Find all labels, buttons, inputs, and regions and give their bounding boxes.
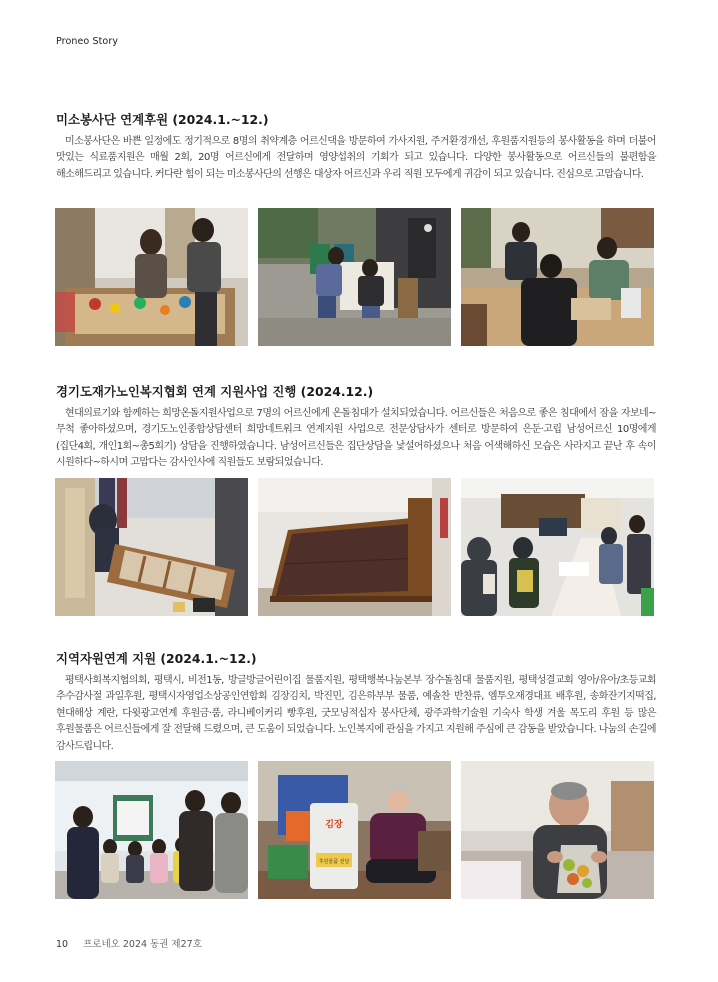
section-title: 경기도재가노인복지협회 연계 지원사업 진행 (2024.12.) (56, 384, 374, 399)
publication-info: 프로네오 2024 동권 제27호 (83, 939, 202, 950)
page-footer (56, 936, 202, 950)
photo-row-volunteer (55, 208, 655, 346)
photo-fruit-gift (461, 761, 654, 899)
section-body: 미소봉사단은 바쁜 일정에도 정기적으로 8명의 취약계층 어르신댁을 방문하여 가사지원, 주거환경개선, 후원품지원등의 봉사활동을 하며 더불어 맛있는 식료품지원은 매월 2회, 20명 어르신에게 전달하며 영양섭취의 기회가 되고 있습니다. 다양한 봉사활동으로 어르신들의 불편함을 해소해드리고 있습니다. 커다란 힘이 되는 미소봉사단의 선행은 대상자 어르신과 우리 직원 모두에게 귀감이 되고 있습니다. 진심으로 고맙습니다. (56, 136, 656, 180)
photo-row-local (55, 761, 655, 899)
section-volunteer-group (56, 110, 656, 183)
section-title: 미소봉사단 연계후원 (2024.1.~12.) (56, 112, 269, 127)
section-body: 평택사회복지협의회, 평택시, 비전1동, 방글방글어린이집 물품지원, 평택행복나눔본부 장수돌침대 물품지원, 평택성결교회 영아/유아/초등교회 추수감사절 과일후원, 평택시자영업소상공인연합회 김장김치, 박진민, 김은하부부 물품, 예솔찬 반찬류, 엠투오재경대표 배후원, 송화잔기지떡집, 현대해상 계란, 다윗광고연계 후원금·품, 라니베이커리 빵후원, 굿모닝적십자 봉사단체, 광주과학기술원 기숙사 학생 겨울 목도리 후원 등 많은 후원물품은 어르신들에게 잘 전달해 드렸으며, 큰 도움이 되었습니다. 노인복지에 관심을 가지고 지원해 주심에 큰 감동을 받았습니다. 나눔의 손길에 감사드립니다. (56, 675, 656, 752)
section-body: 현대의료기와 함께하는 희망온돌지원사업으로 7명의 어르신에게 온돌침대가 설치되었습니다. 어르신들은 처음으로 좋은 침대에서 잠을 자보네~ 무척 좋아하셨으며, 경기도노인종합상담센터 희망네트워크 연계지원 사업으로 전문상담사가 센터로 방문하여 은둔·고립 남성어르신 10명에게(집단4회, 개인1회~총5회기) 상담을 진행하였습니다. 남성어르신들은 집단상담을 낯설어하셨으나 처음 어색해하신 모습은 사라지고 끝난 후 속이 시원하다~하시며 고맙다는 감사인사에 직원들도 보람되었습니다. (56, 408, 656, 469)
photo-counseling-session (461, 478, 654, 616)
page-number: 10 (56, 939, 69, 950)
bag-label-text: 후원물품 전달 (318, 859, 350, 865)
bag-brand-text: 김장 (325, 820, 343, 830)
photo-donation-group (55, 761, 248, 899)
running-head: Proneo Story (56, 36, 119, 47)
photo-kimchi-donation (258, 761, 451, 899)
section-title: 지역자원연계 지원 (2024.1.~12.) (56, 651, 257, 666)
photo-food-packing (55, 208, 248, 346)
photo-ondol-bed (258, 478, 451, 616)
section-elderly-welfare (56, 382, 656, 472)
photo-bed-assembly (55, 478, 248, 616)
photo-moving-furniture (258, 208, 451, 346)
section-local-resources (56, 649, 656, 755)
photo-row-welfare (55, 478, 655, 616)
photo-home-visit (461, 208, 654, 346)
